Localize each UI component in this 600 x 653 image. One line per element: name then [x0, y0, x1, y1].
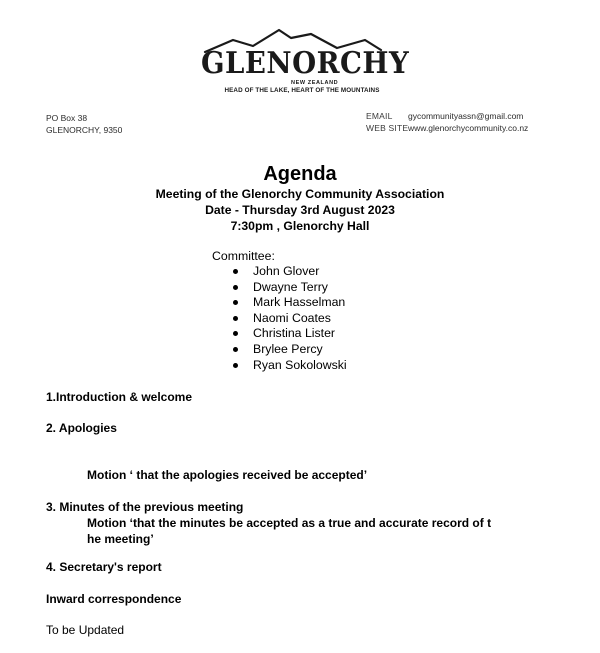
logo-country: NEW ZEALAND: [291, 80, 339, 86]
list-item: [233, 264, 347, 280]
bullet-icon: [233, 331, 238, 336]
item-apologies: 2. Apologies: [46, 421, 117, 435]
website-value[interactable]: www.glenorchycommunity.co.nz: [408, 123, 529, 133]
meeting-time-place: 7:30pm , Glenorchy Hall: [230, 219, 370, 233]
item-secretary-report: 4. Secretary's report: [46, 560, 162, 574]
committee-member: Mark Hasselman: [253, 295, 346, 310]
inward-correspondence-heading: Inward correspondence: [46, 592, 182, 606]
list-item: [233, 295, 347, 311]
committee-member: Dwayne Terry: [253, 279, 328, 294]
to-be-updated-note: To be Updated: [46, 623, 125, 637]
bullet-icon: [233, 316, 238, 321]
minutes-motion-line-1: Motion ‘that the minutes be accepted as a true and accurate record of t: [87, 516, 492, 530]
bullet-icon: [233, 285, 238, 290]
committee-label: Committee:: [212, 249, 275, 263]
logo-tagline: HEAD OF THE LAKE, HEART OF THE MOUNTAINS: [224, 87, 380, 94]
list-item: [233, 280, 347, 296]
postal-address: [46, 112, 122, 136]
committee-list: [233, 264, 347, 373]
email-row: [366, 110, 528, 122]
website-row: [366, 122, 528, 134]
list-item: [233, 358, 347, 374]
contact-block: [366, 110, 528, 134]
bullet-icon: [233, 347, 238, 352]
address-line-1: PO Box 38: [46, 113, 88, 123]
minutes-motion-line-2: he meeting’: [87, 532, 154, 546]
apologies-motion: Motion ‘ that the apologies received be accepted’: [87, 468, 368, 482]
bullet-icon: [233, 300, 238, 305]
item-introduction: 1.Introduction & welcome: [46, 390, 193, 404]
list-item: [233, 342, 347, 358]
email-label: EMAIL: [366, 111, 393, 121]
email-value[interactable]: gycommunityassn@gmail.com: [408, 111, 524, 121]
list-item: [233, 326, 347, 342]
logo-wordmark: GLENORCHY: [201, 46, 410, 81]
bullet-icon: [233, 269, 238, 274]
committee-member: Christina Lister: [253, 326, 336, 341]
committee-member: John Glover: [253, 264, 320, 278]
address-line-2: GLENORCHY, 9350: [46, 125, 123, 135]
page-title: Agenda: [263, 163, 337, 185]
committee-member: Ryan Sokolowski: [253, 357, 347, 372]
glenorchy-logo: [193, 26, 410, 96]
website-label: WEB SITE: [366, 123, 409, 133]
list-item: [233, 311, 347, 327]
bullet-icon: [233, 363, 238, 368]
committee-member: Naomi Coates: [253, 310, 331, 325]
meeting-date: Date - Thursday 3rd August 2023: [205, 203, 395, 217]
meeting-name: Meeting of the Glenorchy Community Association: [155, 187, 445, 201]
item-minutes: 3. Minutes of the previous meeting: [46, 500, 244, 514]
committee-member: Brylee Percy: [253, 341, 323, 356]
